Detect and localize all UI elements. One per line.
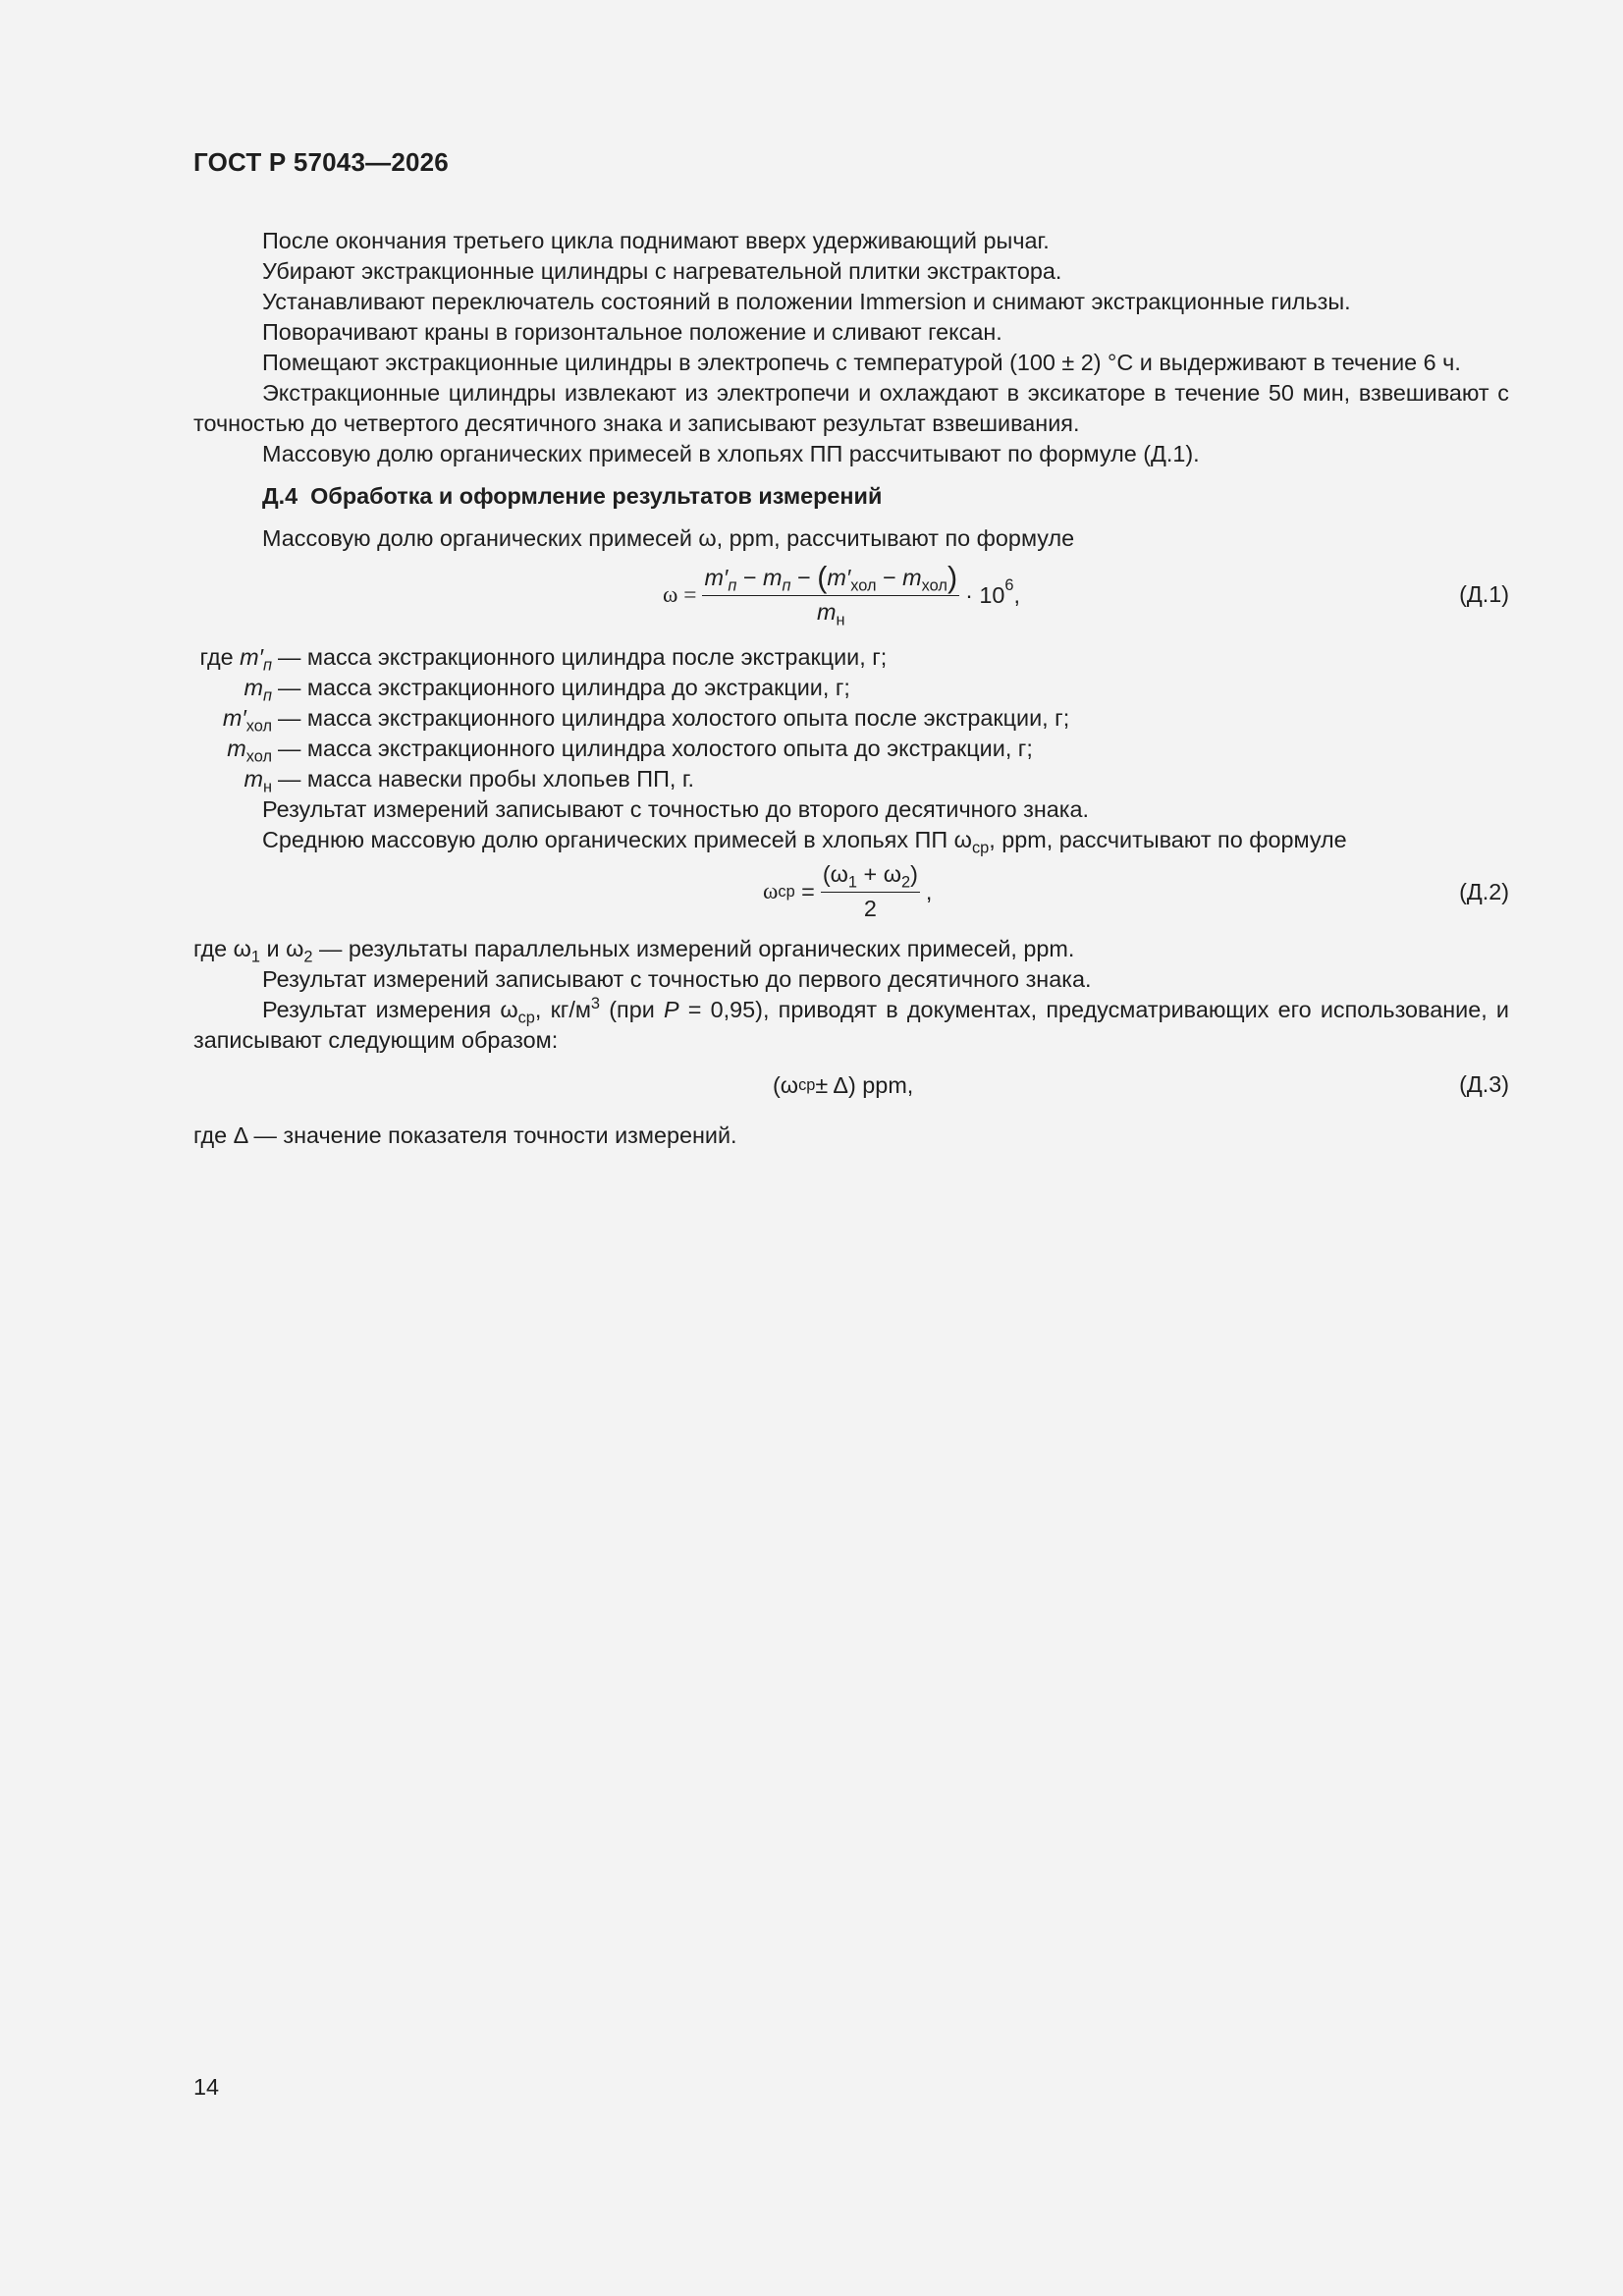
paragraph: Результат измерений записывают с точностью до первого десятичного знака. bbox=[262, 966, 1092, 992]
section-heading bbox=[193, 481, 1509, 512]
formula-d2-numerator: $(\omega_1 + \omega_2)$ bbox=[822, 861, 918, 892]
formula-d2-fraction bbox=[821, 859, 920, 924]
formula-d3 bbox=[193, 1060, 1509, 1111]
formula-d1-fraction bbox=[702, 563, 959, 628]
formula-d2 bbox=[193, 859, 1509, 924]
formula-d2-number: (Д.2) bbox=[1459, 879, 1509, 904]
paragraph: Массовую долю органических примесей в хлопьях ПП рассчитывают по формуле (Д.1). bbox=[262, 441, 1200, 466]
formula-d3-number: (Д.3) bbox=[1459, 1071, 1509, 1097]
formula-d2-expression: ω ср = $\frac{(\omega_1 + \omega_2)}{2}$ , bbox=[763, 859, 932, 924]
formula-d1-number: (Д.1) bbox=[1459, 581, 1509, 607]
paragraph: Убирают экстракционные цилиндры с нагревательной плитки экстрактора. bbox=[262, 258, 1062, 284]
paragraph: Устанавливают переключатель состояний в положении Immersion и снимают экстракционные гильзы. bbox=[262, 289, 1351, 314]
formula-d1 bbox=[193, 558, 1509, 632]
formula2-intro: Среднюю массовую долю органических примесей в хлопьях ПП $\omega_{ср}$, ppm, рассчитывают по формуле bbox=[262, 827, 1347, 857]
page-number: 14 bbox=[193, 2074, 220, 2100]
legend-row: где $m'_п$ — масса экстракционного цилиндра после экстракции, г; bbox=[199, 644, 888, 675]
legend-row: $m_п$ — масса экстракционного цилиндра до экстракции, г; bbox=[243, 675, 850, 705]
paragraph: Поворачивают краны в горизонтальное положение и сливают гексан. bbox=[262, 319, 1002, 345]
paragraph: Экстракционные цилиндры извлекают из электропечи и охлаждают в эксикаторе в течение 50 мин, взвешивают с точностью до четвертого десятичного знака и записывают результат взвешивания. bbox=[193, 380, 1509, 436]
document-body bbox=[193, 226, 1509, 1151]
paragraph: Помещают экстракционные цилиндры в электропечь с температурой (100 ± 2) °С и выдерживают в течение 6 ч. bbox=[262, 350, 1461, 375]
formula-d2-denominator: 2 bbox=[863, 896, 877, 921]
section-title: Обработка и оформление результатов измерений bbox=[310, 483, 883, 509]
section-number: Д.4 bbox=[262, 483, 298, 509]
formula-d1-numerator: $m'_п - m_п - (m'_{хол} - m_{хол})$ bbox=[704, 561, 958, 595]
paragraph: Результат измерения $\omega_{ср}$, $кг/м^3$ (при P = 0,95), приводят в документах, предусматривающих его использование, и записывают следующим образом: bbox=[193, 995, 1509, 1053]
legend-row: $m_н$ — масса навески пробы хлопьев ПП, г. bbox=[243, 766, 695, 796]
formula-d1-expression: ω = $\frac{m'_п - m_п - (m'_{хол} - m_{хол})}{m_н}$ · 10 $^6$ , bbox=[663, 561, 1020, 629]
paragraph: После окончания третьего цикла поднимают вверх удерживающий рычаг. bbox=[262, 228, 1050, 253]
paragraph: Результат измерений записывают с точностью до второго десятичного знака. bbox=[262, 796, 1090, 822]
document-header: ГОСТ Р 57043—2026 bbox=[193, 147, 449, 177]
formula-d1-lhs: ω = bbox=[663, 581, 697, 608]
legend-row: $m_{хол}$ — масса экстракционного цилиндра холостого опыта до экстракции, г; bbox=[227, 736, 1033, 766]
legend-row: $m'_{хол}$ — масса экстракционного цилиндра холостого опыта после экстракции, г; bbox=[222, 705, 1070, 736]
formula-d1-denominator: $m_н$ bbox=[816, 599, 845, 629]
formula-d3-legend: где Δ — значение показателя точности измерений. bbox=[193, 1122, 737, 1148]
formula-d1-multiplier: · 10 bbox=[965, 581, 1005, 608]
formula1-intro: Массовую долю органических примесей ω, ppm, рассчитывают по формуле bbox=[262, 525, 1075, 551]
formula-d2-legend: где $\omega_1$ и $\omega_2$ — результаты параллельных измерений органических примесей, ppm. bbox=[193, 936, 1075, 966]
formula-d1-legend bbox=[193, 642, 1509, 794]
formula-d3-expression: (ω ср ± Δ) ppm, bbox=[773, 1071, 914, 1098]
